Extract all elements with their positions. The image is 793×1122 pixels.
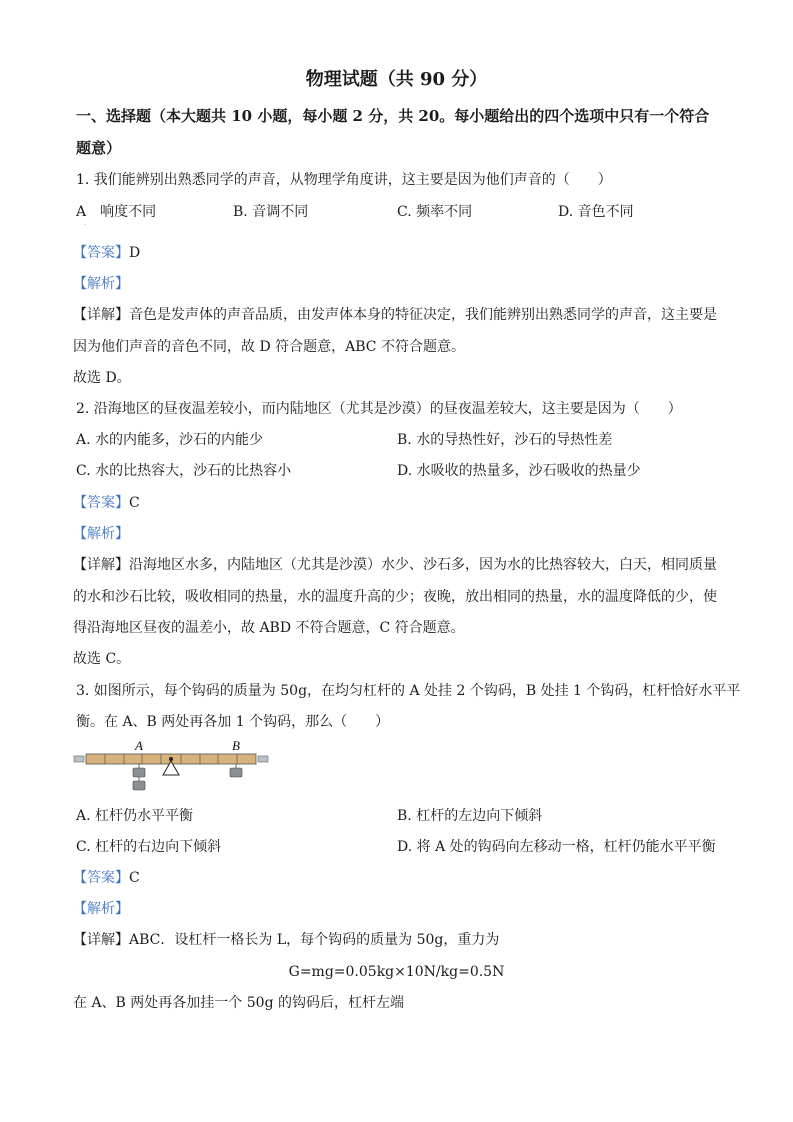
lever-left-endcap: [74, 756, 84, 762]
q3-stem-line1: 3. 如图所示，每个钩码的质量为 50g，在均匀杠杆的 A 处挂 2 个钩码，B 处挂 1 个钩码，杠杆恰好水平平: [76, 683, 741, 699]
q1-analysis-label: 【解析】: [73, 276, 129, 292]
q1-conclusion: 故选 D。: [73, 370, 131, 386]
q2-conclusion: 故选 C。: [73, 651, 131, 667]
q2-stem: 2. 沿海地区的昼夜温差较小，而内陆地区（尤其是沙漠）的昼夜温差较大，这主要是因为（ ）: [76, 401, 682, 417]
section-heading-line1: 一、选择题（本大题共 10 小题，每小题 2 分，共 20。每小题给出的四个选项中只有一个符合: [76, 107, 710, 125]
q2-option-a: A. 水的内能多，沙石的内能少: [76, 432, 264, 448]
q1-answer: [73, 243, 140, 263]
q2-option-c: C. 水的比热容大，沙石的比热容小: [76, 463, 292, 479]
q2-detail-line3: 得沿海地区昼夜的温差小，故 ABD 不符合题意，C 符合题意。: [73, 620, 465, 636]
page-title: 物理试题（共 90 分）: [305, 69, 488, 90]
detail-label: 【详解】: [73, 557, 129, 573]
lever-right-endcap: [258, 756, 268, 762]
q3-analysis-label: 【解析】: [73, 901, 129, 917]
fig-label-b: B: [232, 738, 240, 753]
q1-answer-value: D: [129, 245, 141, 261]
q1-option-d: D. 音色不同: [558, 204, 634, 220]
answer-label: 【答案】: [73, 870, 129, 886]
q2-detail-line2: 的水和沙石比较，吸收相同的热量，水的温度升高的少；夜晚，放出相同的热量，水的温度降低的少，使: [73, 589, 717, 605]
q3-option-b: B. 杠杆的左边向下倾斜: [397, 808, 543, 824]
detail-label: 【详解】: [73, 307, 129, 323]
lever-figure: [72, 738, 272, 798]
q3-answer: [73, 868, 140, 888]
q1-detail-line1: [73, 305, 717, 325]
weights-at-b: [230, 764, 242, 777]
q2-analysis-label: 【解析】: [73, 526, 129, 542]
q2-option-b: B. 水的导热性好，沙石的导热性差: [397, 432, 613, 448]
detail-label: 【详解】: [73, 932, 129, 948]
weights-at-a: [133, 764, 145, 790]
q1-option-b: B. 音调不同: [233, 204, 309, 220]
q1-option-c: C. 频率不同: [397, 204, 473, 220]
q3-stem-line2: 衡。在 A、B 两处再各加 1 个钩码，那么（ ）: [76, 714, 390, 730]
q2-detail-text1: 沿海地区水多，内陆地区（尤其是沙漠）水少、沙石多，因为水的比热容较大，白天，相同质量: [129, 557, 717, 573]
q3-option-d: D. 将 A 处的钩码向左移动一格，杠杆仍能水平平衡: [397, 839, 716, 855]
q2-answer-value: C: [129, 495, 140, 511]
q3-detail-line2: 在 A、B 两处再各加挂一个 50g 的钩码后，杠杆左端: [73, 995, 404, 1011]
fig-label-a: A: [135, 738, 143, 753]
q3-option-c: C. 杠杆的右边向下倾斜: [76, 839, 222, 855]
q2-option-d: D. 水吸收的热量多，沙石吸收的热量少: [397, 463, 641, 479]
section-heading-line2: 题意）: [76, 139, 122, 157]
q3-formula: G=mg=0.05kg×10N/kg=0.5N: [288, 964, 505, 980]
q1-option-a: A 响度不同: [76, 204, 157, 220]
q3-detail-line1: [73, 930, 499, 950]
q3-detail-text1: ABC．设杠杆一格长为 L，每个钩码的质量为 50g，重力为: [129, 932, 500, 948]
q2-answer: [73, 493, 140, 513]
q1-detail-text1: 音色是发声体的声音品质，由发声体本身的特征决定，我们能辨别出熟悉同学的声音，这主要是: [129, 307, 717, 323]
q3-option-a: A. 杠杆仍水平平衡: [76, 808, 194, 824]
q3-answer-value: C: [129, 870, 140, 886]
answer-label: 【答案】: [73, 495, 129, 511]
q2-detail-line1: [73, 555, 717, 575]
q1-stem: 1. 我们能辨别出熟悉同学的声音，从物理学角度讲，这主要是因为他们声音的（ ）: [76, 172, 612, 188]
stray-dot: ·: [84, 222, 86, 229]
q1-detail-line2: 因为他们声音的音色不同，故 D 符合题意，ABC 不符合题意。: [73, 339, 465, 355]
answer-label: 【答案】: [73, 245, 129, 261]
